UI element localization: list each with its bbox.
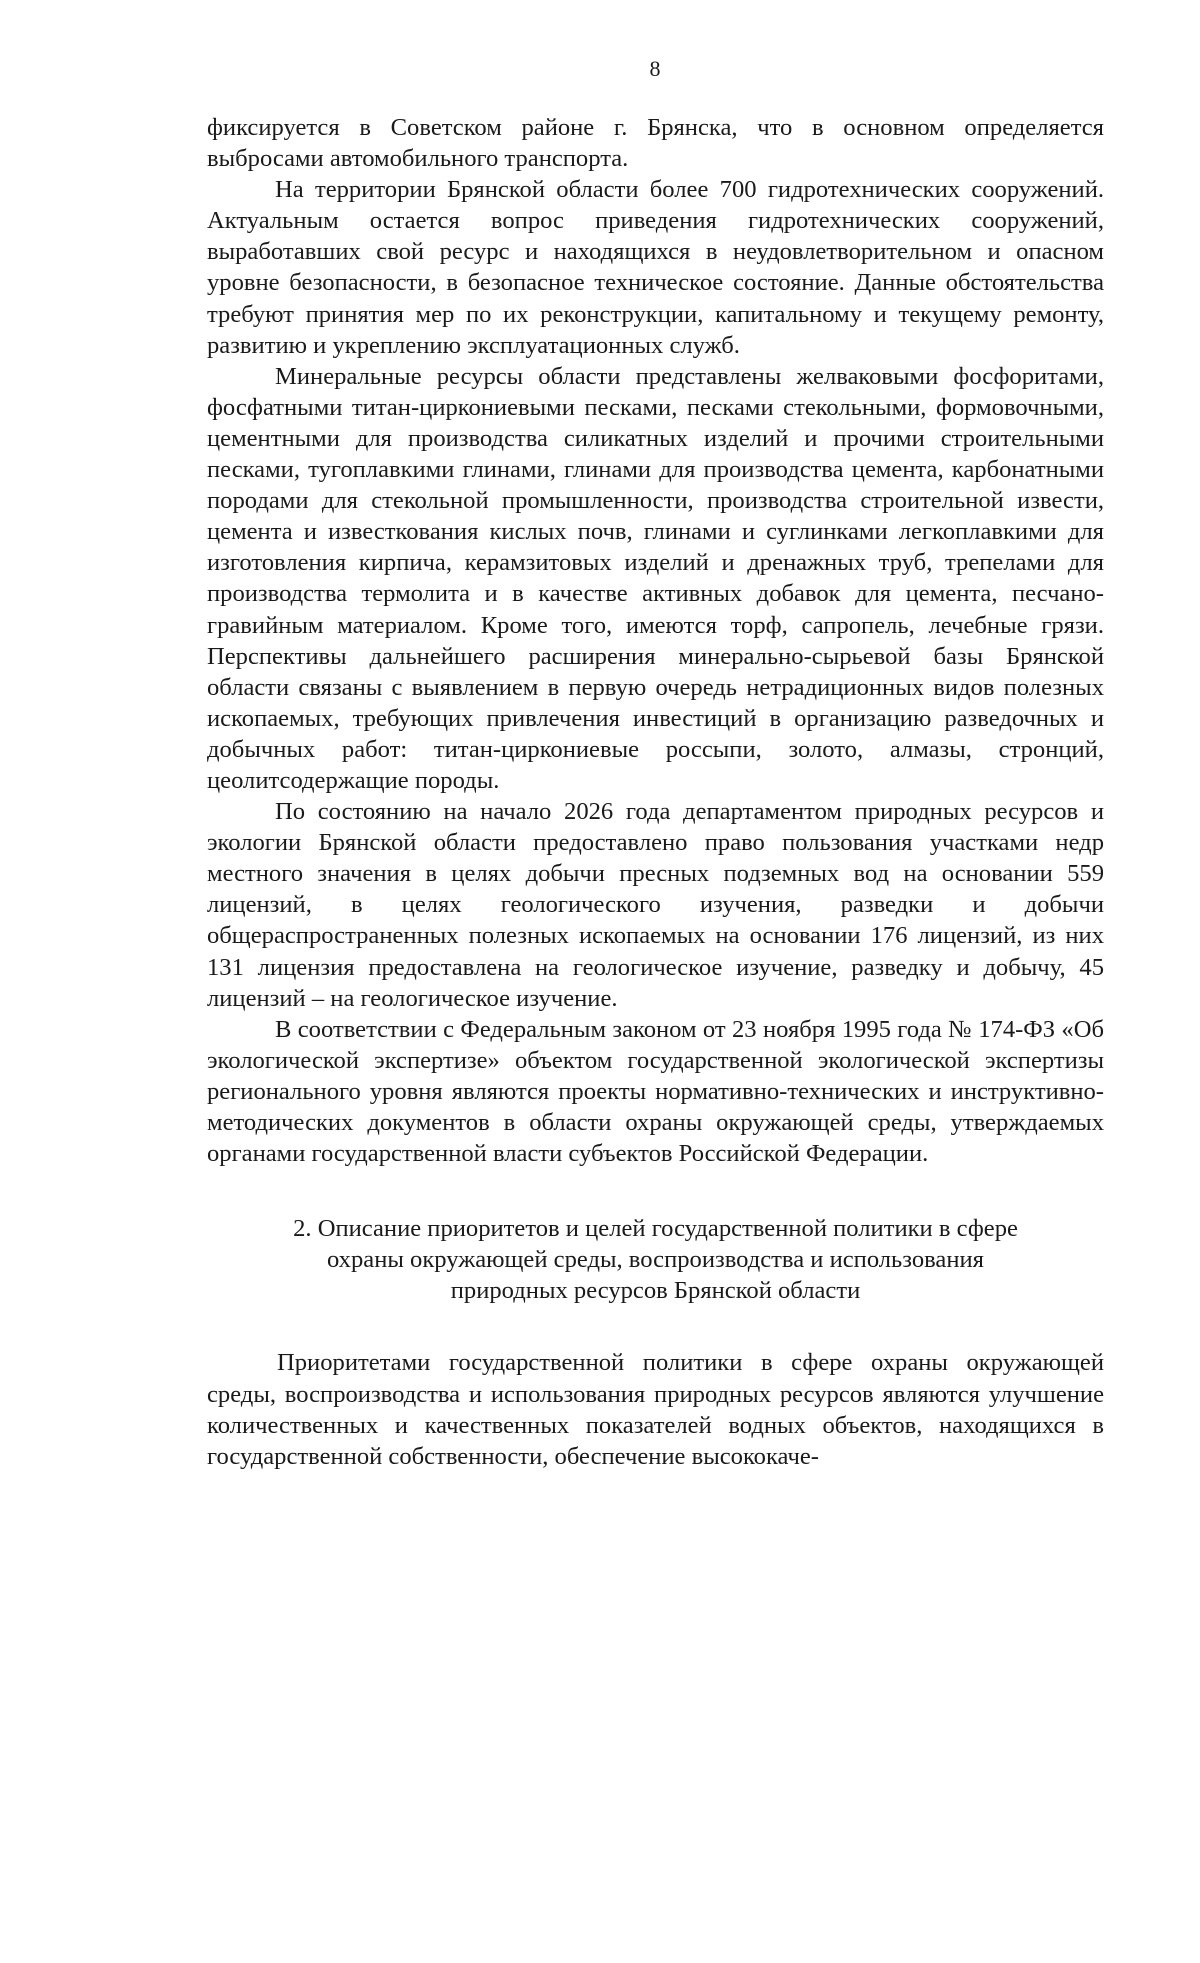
paragraph-hydraulic-structures: На территории Брянской области более 700 гидротехнических сооружений. Актуальным остается вопрос приведения гидротехнических сооружений, выработавших свой ресурс и находящихся в неудовлетворительном и опасном уровне безопасности, в безопасное техническое состояние. Данные обстоятельства требуют принятия мер по их реконструкции, капитальному и текущему ремонту, развитию и укреплению эксплуатационных служб. — [207, 176, 1104, 359]
section-heading — [207, 1213, 1104, 1306]
paragraph-continuation: фиксируется в Советском районе г. Брянска, что в основном определяется выбросами автомобильного транспорта. — [207, 114, 1104, 173]
paragraph-licenses: По состоянию на начало 2026 года департаментом природных ресурсов и экологии Брянской области предоставлено право пользования участками недр местного значения в целях добычи пресных подземных вод на основании 559 лицензий, в целях геологического изучения, разведки и добычи общераспространенных полезных ископаемых на основании 176 лицензий, из них 131 лицензия предоставлена на геологическое изучение, разведку и добычу, 45 лицензий – на геологическое изучение. — [207, 798, 1104, 1012]
paragraph-priorities: Приоритетами государственной политики в сфере охраны окружающей среды, воспроизводства и использования природных ресурсов являются улучшение количественных и качественных показателей водных объектов, находящихся в государственной собственности, обеспечение высококаче- — [207, 1349, 1104, 1470]
document-body — [207, 112, 1104, 1472]
paragraph-ecological-expertise: В соответствии с Федеральным законом от 23 ноября 1995 года № 174-ФЗ «Об экологической экспертизе» объектом государственной экологической экспертизы регионального уровня являются проекты нормативно-технических и инструктивно-методических документов в области охраны окружающей среды, утверждаемых органами государственной власти субъектов Российской Федерации. — [207, 1015, 1104, 1168]
section-heading-line: 2. Описание приоритетов и целей государственной политики в сфере — [293, 1215, 1018, 1243]
paragraph-mineral-resources: Минеральные ресурсы области представлены желваковыми фосфоритами, фосфатными титан-циркониевыми песками, песками стекольными, формовочными, цементными для производства силикатных изделий и прочими строительными песками, тугоплавкими глинами, глинами для производства цемента, карбонатными породами для стекольной промышленности, производства строительной извести, цемента и известкования кислых почв, глинами и суглинками легкоплавкими для изготовления кирпича, керамзитовых изделий и дренажных труб, трепелами для производства термолита и в качестве активных добавок для цемента, песчано-гравийным материалом. Кроме того, имеются торф, сапропель, лечебные грязи. Перспективы дальнейшего расширения минерально-сырьевой базы Брянской области связаны с выявлением в первую очередь нетрадиционных видов полезных ископаемых, требующих привлечения инвестиций в организацию разведочных и добычных работ: титан-циркониевые россыпи, золото, алмазы, стронций, цеолитсодержащие породы. — [207, 362, 1104, 794]
section-heading-line: природных ресурсов Брянской области — [450, 1277, 861, 1305]
page-number: 8 — [649, 56, 661, 81]
section-heading-line: охраны окружающей среды, воспроизводства и использования — [327, 1246, 984, 1274]
